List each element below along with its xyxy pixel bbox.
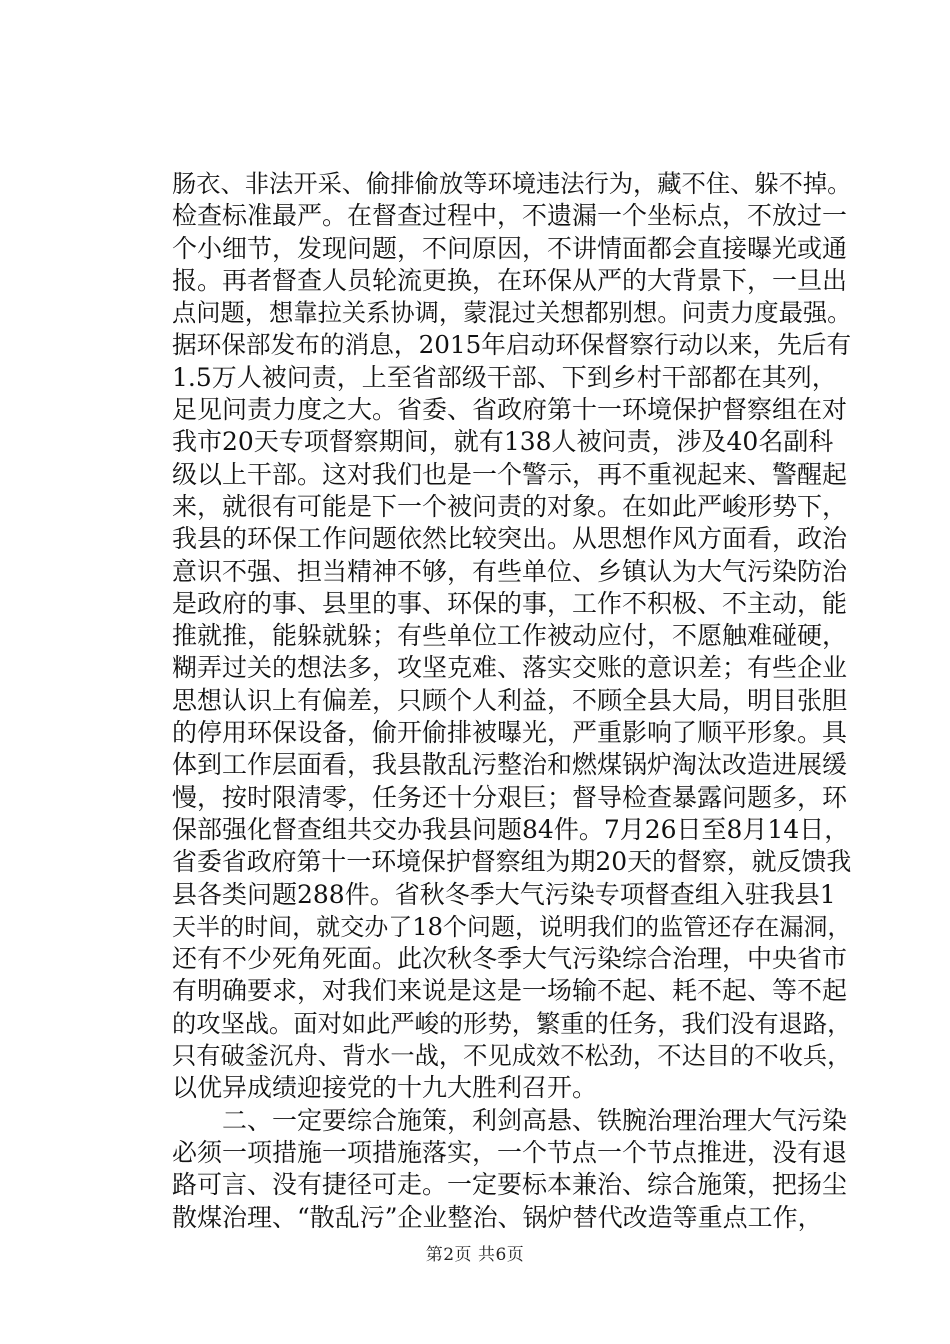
text-line: 意识不强、担当精神不够，有些单位、乡镇认为大气污染防治: [172, 556, 848, 586]
text-line: 慢，按时限清零，任务还十分艰巨；督导检查暴露问题多，环: [172, 782, 848, 812]
text-line: 必须一项措施一项措施落实，一个节点一个节点推进，没有退: [172, 1137, 848, 1167]
page-number-footer: 第2页 共6页: [425, 1245, 525, 1265]
text-line: 的停用环保设备，偷开偷排被曝光，严重影响了顺平形象。具: [172, 718, 848, 748]
text-line: 只有破釜沉舟、背水一战，不见成效不松劲，不达目的不收兵，: [172, 1041, 852, 1071]
text-line: 省委省政府第十一环境保护督察组为期20天的督察，就反馈我: [172, 847, 852, 877]
text-line: 的攻坚战。面对如此严峻的形势，繁重的任务，我们没有退路，: [172, 1008, 852, 1038]
text-line: 足见问责力度之大。省委、省政府第十一环境保护督察组在对: [172, 395, 848, 425]
text-line: 我县的环保工作问题依然比较突出。从思想作风方面看，政治: [172, 524, 848, 554]
text-line: 体到工作层面看，我县散乱污整治和燃煤锅炉淘汰改造进展缓: [172, 750, 848, 780]
text-line: 1.5万人被问责，上至省部级干部、下到乡村干部都在其列，: [172, 362, 837, 392]
section-heading-line: 二、一定要综合施策，利剑高悬、铁腕治理治理大气污染: [222, 1105, 848, 1135]
body-text: [172, 168, 852, 1234]
text-line: 点问题，想靠拉关系协调，蒙混过关想都别想。问责力度最强。: [172, 298, 852, 328]
text-line: 据环保部发布的消息，2015年启动环保督察行动以来，先后有: [172, 330, 852, 360]
text-line: 散煤治理、“散乱污”企业整治、锅炉替代改造等重点工作，: [172, 1202, 823, 1232]
text-line: 糊弄过关的想法多，攻坚克难、落实交账的意识差；有些企业: [172, 653, 848, 683]
text-line: 我市20天专项督察期间，就有138人被问责，涉及40名副科: [172, 427, 834, 457]
text-line: 检查标准最严。在督查过程中，不遗漏一个坐标点，不放过一: [172, 201, 848, 231]
text-line: 推就推，能躲就躲；有些单位工作被动应付，不愿触难碰硬，: [172, 621, 848, 651]
text-line: 还有不少死角死面。此次秋冬季大气污染综合治理，中央省市: [172, 944, 848, 974]
text-line: 县各类问题288件。省秋冬季大气污染专项督查组入驻我县1: [172, 879, 836, 909]
text-line: 保部强化督查组共交办我县问题84件。7月26日至8月14日，: [172, 814, 850, 844]
text-line: 有明确要求，对我们来说是这是一场输不起、耗不起、等不起: [172, 976, 848, 1006]
text-line: 天半的时间，就交办了18个问题，说明我们的监管还存在漏洞，: [172, 912, 852, 941]
text-line: 个小细节，发现问题，不问原因，不讲情面都会直接曝光或通: [172, 233, 848, 263]
text-line: 来，就很有可能是下一个被问责的对象。在如此严峻形势下，: [172, 491, 848, 521]
text-line: 肠衣、非法开采、偷排偷放等环境违法行为，藏不住、躲不掉。: [172, 169, 852, 198]
text-line: 路可言、没有捷径可走。一定要标本兼治、综合施策，把扬尘: [172, 1170, 848, 1200]
text-line: 以优异成绩迎接党的十九大胜利召开。: [172, 1073, 598, 1103]
text-line: 思想认识上有偏差，只顾个人利益，不顾全县大局，明目张胆: [172, 685, 848, 715]
text-line: 是政府的事、县里的事、环保的事，工作不积极、不主动，能: [172, 588, 848, 618]
text-line: 报。再者督查人员轮流更换，在环保从严的大背景下，一旦出: [172, 265, 848, 295]
text-line: 级以上干部。这对我们也是一个警示，再不重视起来、警醒起: [172, 459, 848, 489]
